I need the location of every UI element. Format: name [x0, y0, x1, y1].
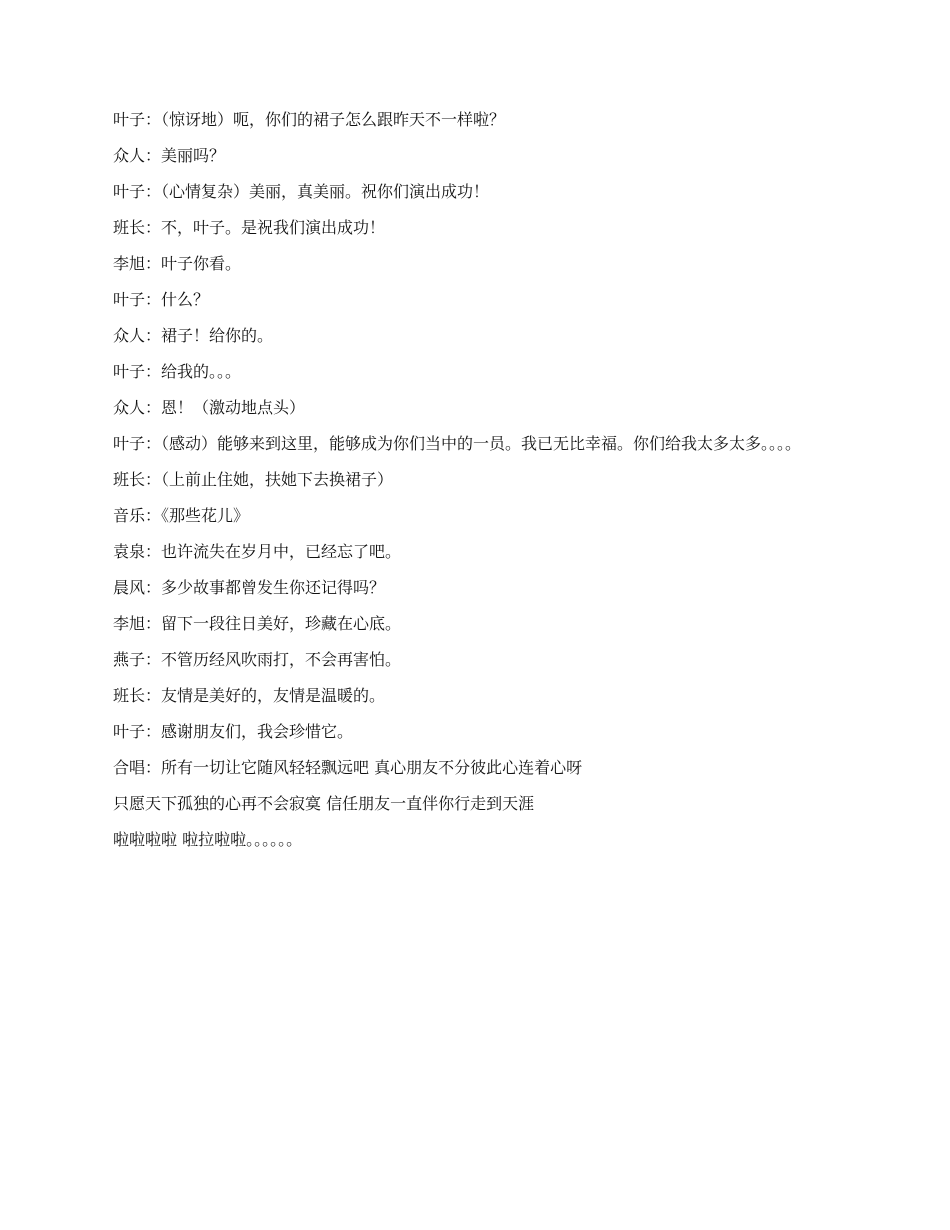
script-line: 燕子：不管历经风吹雨打，不会再害怕。 — [113, 650, 402, 669]
script-line: 啦啦啦啦 啦拉啦啦。。。。。。 — [113, 830, 303, 849]
script-line: 众人：裙子！给你的。 — [113, 326, 274, 345]
script-line: 叶子：（惊讶地）呃，你们的裙子怎么跟昨天不一样啦？ — [113, 110, 506, 129]
script-line: 叶子：什么？ — [113, 290, 210, 309]
script-line: 叶子：（感动）能够来到这里，能够成为你们当中的一员。我已无比幸福。你们给我太多太多。。。。 — [113, 434, 802, 453]
script-line: 音乐：《那些花儿》 — [113, 506, 250, 525]
script-line: 晨风：多少故事都曾发生你还记得吗？ — [113, 578, 386, 597]
script-line: 众人：恩！（激动地点头） — [113, 398, 306, 417]
script-line: 只愿天下孤独的心再不会寂寞 信任朋友一直伴你行走到天涯 — [113, 794, 535, 813]
script-line: 叶子：给我的。。。 — [113, 362, 242, 381]
script-line: 叶子：感谢朋友们，我会珍惜它。 — [113, 722, 354, 741]
script-line: 班长：不，叶子。是祝我们演出成功！ — [113, 218, 386, 237]
script-line: 众人：美丽吗？ — [113, 146, 226, 165]
script-text — [113, 111, 841, 867]
script-line: 叶子：（心情复杂）美丽，真美丽。祝你们演出成功！ — [113, 182, 490, 201]
script-line: 班长：友情是美好的，友情是温暖的。 — [113, 686, 386, 705]
script-line: 合唱：所有一切让它随风轻轻飘远吧 真心朋友不分彼此心连着心呀 — [113, 758, 583, 777]
script-line: 李旭：叶子你看。 — [113, 254, 242, 273]
script-line: 李旭：留下一段往日美好，珍藏在心底。 — [113, 614, 402, 633]
script-line: 班长：（上前止住她，扶她下去换裙子） — [113, 470, 394, 489]
script-line: 袁泉：也许流失在岁月中，已经忘了吧。 — [113, 542, 402, 561]
